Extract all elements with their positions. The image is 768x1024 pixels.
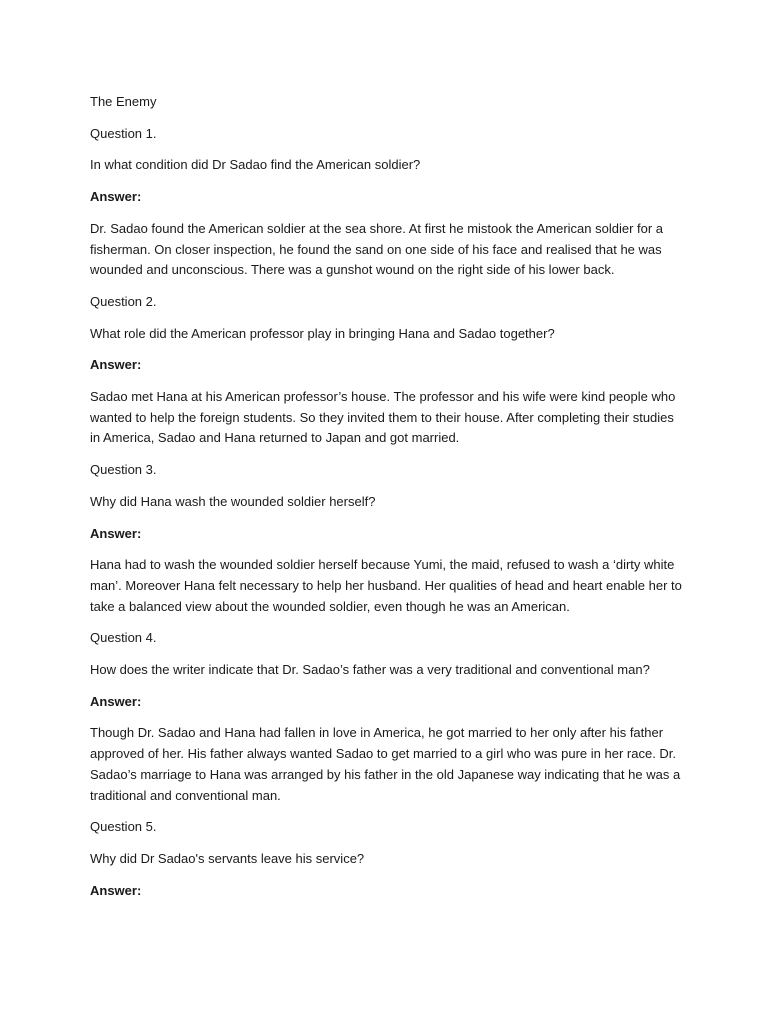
document-page — [90, 92, 690, 912]
document-title: The Enemy — [90, 94, 157, 109]
question-block-3 — [90, 460, 690, 617]
question-text: Why did Hana wash the wounded soldier herself? — [90, 493, 376, 509]
question-label: Question 1. — [90, 125, 157, 141]
answer-label: Answer: — [90, 882, 142, 898]
answer-text: Dr. Sadao found the American soldier at the sea shore. At first he mistook the American soldier for a fisherman. On closer inspection, he found the sand on one side of his face and realised that he was wounded and unconscious. There was a gunshot wound on the right side of his lower back. — [90, 220, 664, 278]
answer-label: Answer: — [90, 189, 142, 205]
question-label: Question 3. — [90, 462, 157, 478]
question-label: Question 5. — [90, 819, 157, 835]
answer-text: Sadao met Hana at his American professor’s house. The professor and his wife were kind people who wanted to help the foreign students. So they invited them to their house. After completing their studies in America, Sadao and Hana returned to Japan and got married. — [90, 389, 676, 446]
answer-label: Answer: — [90, 693, 142, 709]
question-text: How does the writer indicate that Dr. Sadao’s father was a very traditional and conventional man? — [90, 662, 650, 678]
question-block-1 — [90, 124, 690, 281]
question-text: Why did Dr Sadao's servants leave his service? — [90, 850, 365, 866]
answer-label: Answer: — [90, 357, 142, 373]
question-text: What role did the American professor play in bringing Hana and Sadao together? — [90, 325, 555, 341]
question-label: Question 4. — [90, 630, 157, 646]
answer-label: Answer: — [90, 525, 142, 541]
answer-text: Hana had to wash the wounded soldier herself because Yumi, the maid, refused to wash a ‘dirty white man’. Moreover Hana felt necessary to help her husband. Her qualities of head and heart enable her to take a balanced view about the wounded soldier, even though he was an American. — [90, 557, 682, 614]
question-text: In what condition did Dr Sadao find the American soldier? — [90, 157, 421, 173]
question-block-4 — [90, 628, 690, 806]
question-label: Question 2. — [90, 293, 157, 309]
question-block-5 — [90, 817, 690, 901]
answer-text: Though Dr. Sadao and Hana had fallen in love in America, he got married to her only after his father approved of her. His father always wanted Sadao to get married to a girl who was pure in her race. Dr. Sadao’s marriage to Hana was arranged by his father in the old Japanese way indicating that he was a traditional and conventional man. — [90, 725, 681, 803]
question-block-2 — [90, 292, 690, 449]
